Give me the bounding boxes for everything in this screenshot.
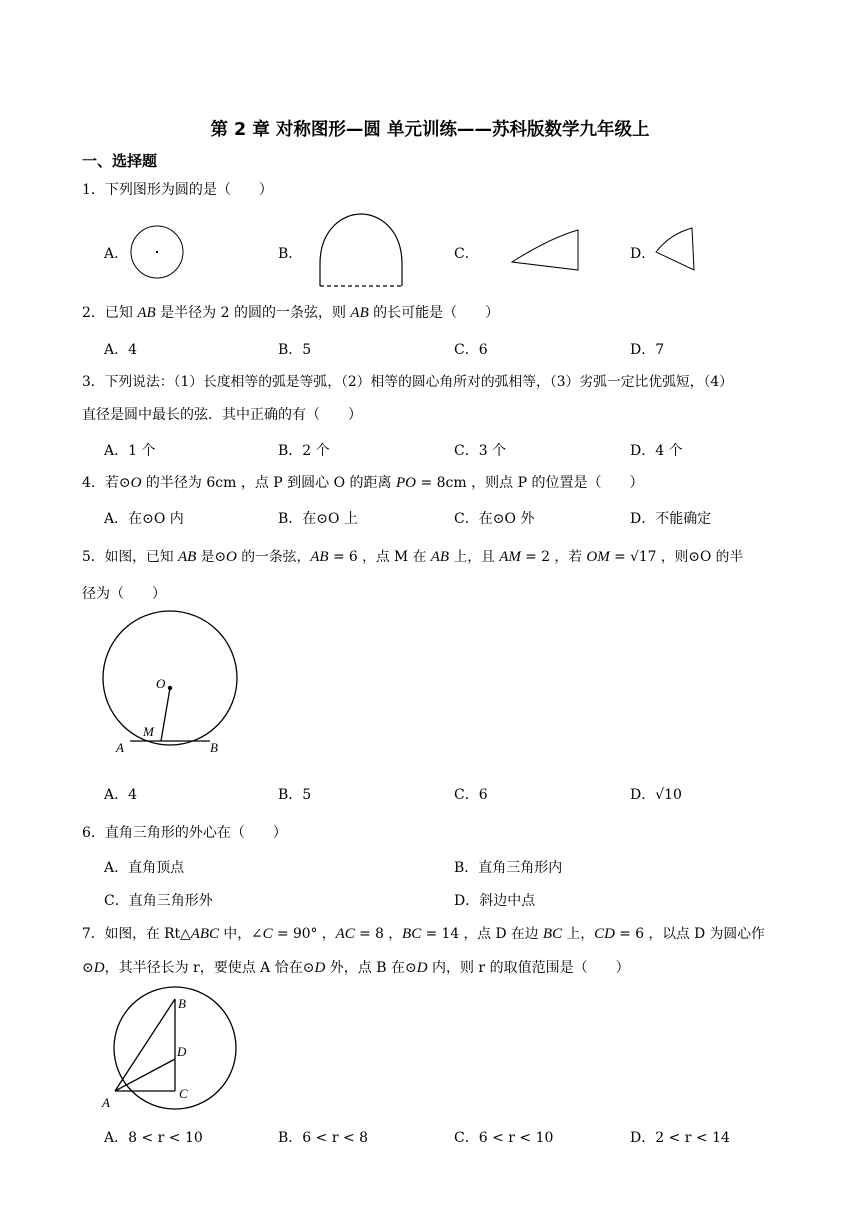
q2-option-c: C．6 <box>454 342 488 358</box>
q4-option-a: A．在⊙O 内 <box>104 511 184 527</box>
q1-option-a: A． <box>104 246 129 262</box>
q5-label-o: O <box>156 676 166 691</box>
section-heading: 一、选择题 <box>82 152 158 170</box>
q5-label-a: A <box>116 740 124 755</box>
question-3-line-2: 直径是圆中最长的弦．其中正确的有（ ） <box>82 407 362 423</box>
question-5-line-2: 径为（ ） <box>82 586 166 602</box>
q1-option-c: C． <box>454 246 479 262</box>
q7-option-a: A．8 < r < 10 <box>104 1130 203 1146</box>
q1-option-b: B． <box>278 246 303 262</box>
question-7-line-1: 7．如图，在 Rt△ABC 中，∠C = 90° ，AC = 8 ，BC = 14 ，点 D 在边 BC 上，CD = 6 ，以点 D 为圆心作 <box>82 926 765 942</box>
q2-option-b: B．5 <box>278 342 312 358</box>
q1-sector-c-figure <box>508 226 582 272</box>
q5-option-a: A．4 <box>104 787 138 803</box>
question-2-stem: 2．已知 AB 是半径为 2 的圆的一条弦，则 AB 的长可能是（ ） <box>82 305 500 321</box>
q5-option-c: C．6 <box>454 787 488 803</box>
question-1-stem: 1．下列图形为圆的是（ ） <box>82 182 273 198</box>
question-6-stem: 6．直角三角形的外心在（ ） <box>82 825 287 841</box>
q7-option-b: B．6 < r < 8 <box>278 1130 369 1146</box>
q5-label-b: B <box>210 740 218 755</box>
q3-option-d: D．4 个 <box>630 443 683 459</box>
question-5-line-1: 5．如图，已知 AB 是⊙O 的一条弦，AB = 6 ，点 M 在 AB 上，且 AM = 2 ，若 OM = √17 ，则⊙O 的半 <box>82 549 744 565</box>
question-4-stem: 4．若⊙O 的半径为 6cm ，点 P 到圆心 O 的距离 PO = 8cm ，则点 P 的位置是（ ） <box>82 475 644 491</box>
q6-option-d: D．斜边中点 <box>454 893 536 909</box>
q7-label-c: C <box>179 1086 188 1101</box>
q5-label-m: M <box>143 724 154 739</box>
q6-option-a: A．直角顶点 <box>104 860 185 876</box>
question-3-line-1: 3．下列说法：（1）长度相等的弧是等弧，（2）相等的圆心角所对的弧相等，（3）劣弧一定比优弧短，（4） <box>82 374 733 390</box>
q2-option-a: A．4 <box>104 342 138 358</box>
q7-label-b: B <box>178 996 186 1011</box>
q2-option-d: D．7 <box>630 342 665 358</box>
q1-arch-figure <box>316 212 408 288</box>
q5-option-d: D．√10 <box>630 787 682 803</box>
q5-circle-figure <box>98 614 248 754</box>
q6-option-c: C．直角三角形外 <box>104 893 213 909</box>
q7-label-d: D <box>177 1044 187 1059</box>
q4-option-c: C．在⊙O 外 <box>454 511 535 527</box>
q6-option-b: B．直角三角形内 <box>454 860 563 876</box>
q3-option-b: B．2 个 <box>278 443 330 459</box>
q3-option-c: C．3 个 <box>454 443 507 459</box>
q4-option-d: D．不能确定 <box>630 511 712 527</box>
q1-option-d: D． <box>630 246 656 262</box>
question-7-line-2: ⊙D，其半径长为 r，要使点 A 恰在⊙D 外，点 B 在⊙D 内，则 r 的取值范围是（ ） <box>82 960 630 976</box>
page-title: 第 2 章 对称图形—圆 单元训练——苏科版数学九年级上 <box>210 120 650 140</box>
q7-label-a: A <box>102 1095 110 1110</box>
q4-option-b: B．在⊙O 上 <box>278 511 358 527</box>
q1-circle-figure <box>128 224 188 280</box>
q3-option-a: A．1 个 <box>104 443 156 459</box>
q7-option-d: D．2 < r < 14 <box>630 1130 730 1146</box>
q1-sector-d-figure <box>652 226 700 272</box>
q5-option-b: B．5 <box>278 787 312 803</box>
q7-circle-figure <box>100 986 250 1110</box>
q7-option-c: C．6 < r < 10 <box>454 1130 554 1146</box>
